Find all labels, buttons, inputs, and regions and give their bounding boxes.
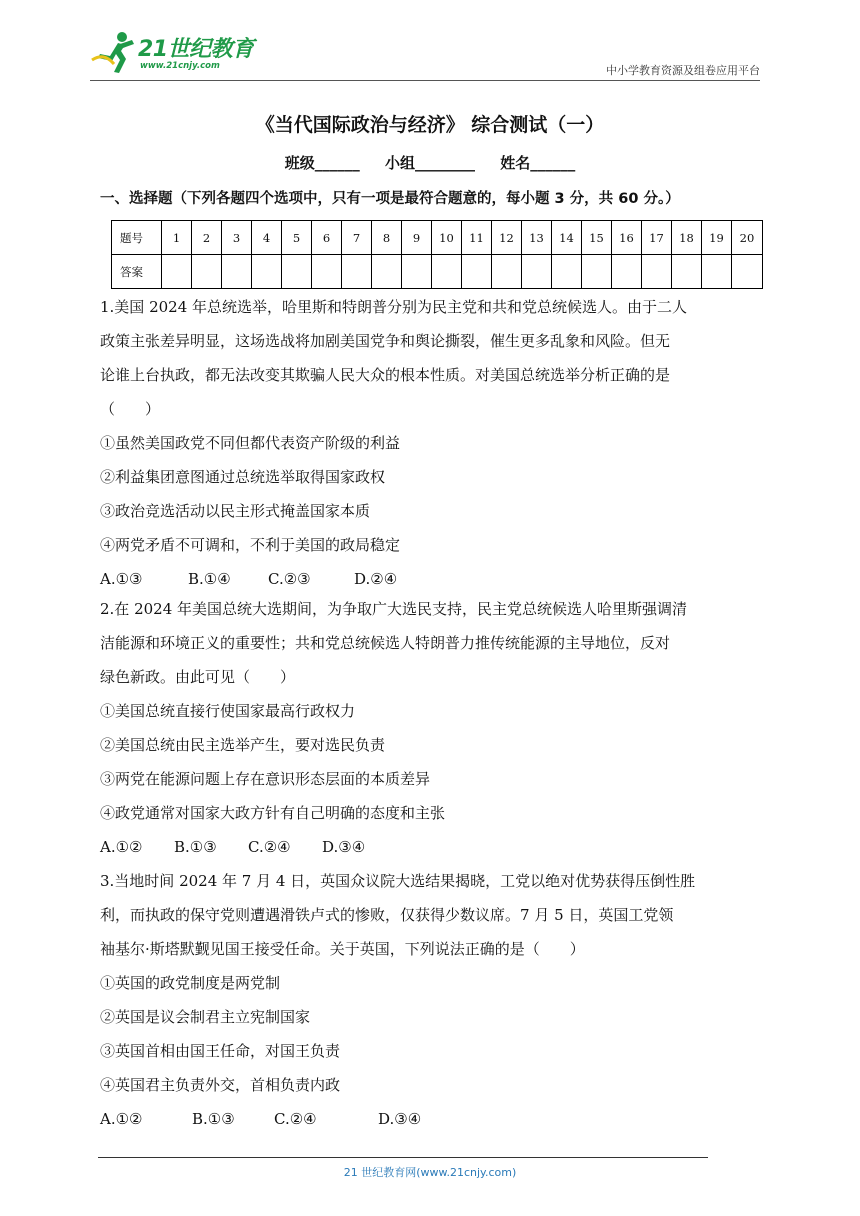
statement-item: ③政治竞选活动以民主形式掩盖国家本质 [100, 502, 371, 520]
logo-text: 21世纪教育 [138, 37, 254, 62]
statement-item: ②英国是议会制君主立宪制国家 [100, 1008, 311, 1026]
answer-cell[interactable] [342, 255, 372, 289]
answer-cell[interactable] [612, 255, 642, 289]
option-a[interactable]: A.①② [100, 838, 143, 856]
student-info [0, 152, 860, 173]
question-number-cell: 7 [342, 221, 372, 255]
question-number-cell: 8 [372, 221, 402, 255]
site-logo[interactable] [90, 28, 260, 78]
option-c[interactable]: C.②③ [268, 570, 311, 588]
question-number-cell: 11 [462, 221, 492, 255]
answer-cell[interactable] [582, 255, 612, 289]
answer-cell[interactable] [282, 255, 312, 289]
answer-table [111, 220, 763, 289]
question-number-cell: 2 [192, 221, 222, 255]
question-stem-line: 袖基尔·斯塔默觐见国王接受任命。关于英国，下列说法正确的是（ ） [100, 940, 585, 958]
statement-item: ②利益集团意图通过总统选举取得国家政权 [100, 468, 386, 486]
answer-cell[interactable] [462, 255, 492, 289]
question-number-cell: 20 [732, 221, 763, 255]
question-3 [100, 864, 770, 1136]
question-1 [100, 290, 770, 596]
question-number-cell: 6 [312, 221, 342, 255]
question-number-cell: 9 [402, 221, 432, 255]
platform-label: 中小学教育资源及组卷应用平台 [606, 64, 760, 77]
table-header-cell: 答案 [112, 255, 162, 289]
logo-url: www.21cnjy.com [140, 61, 220, 71]
answer-cell[interactable] [402, 255, 432, 289]
option-c[interactable]: C.②④ [274, 1110, 317, 1128]
option-c[interactable]: C.②④ [248, 838, 291, 856]
header-divider [90, 80, 760, 81]
option-d[interactable]: D.③④ [378, 1110, 422, 1128]
answer-cell[interactable] [432, 255, 462, 289]
answer-cell[interactable] [312, 255, 342, 289]
page-header [90, 28, 760, 80]
answer-cell[interactable] [192, 255, 222, 289]
statement-item: ④政党通常对国家大政方针有自己明确的态度和主张 [100, 804, 446, 822]
answer-cell[interactable] [372, 255, 402, 289]
question-number-cell: 18 [672, 221, 702, 255]
statement-item: ①美国总统直接行使国家最高行政权力 [100, 702, 356, 720]
statement-item: ④英国君主负责外交，首相负责内政 [100, 1076, 341, 1094]
answer-cell[interactable] [642, 255, 672, 289]
statement-item: ①英国的政党制度是两党制 [100, 974, 281, 992]
statement-item: ③英国首相由国王任命，对国王负责 [100, 1042, 341, 1060]
footer-link[interactable]: 21 世纪教育网(www.21cnjy.com) [343, 1166, 517, 1179]
answer-cell[interactable] [522, 255, 552, 289]
answer-cell[interactable] [252, 255, 282, 289]
option-d[interactable]: D.③④ [322, 838, 366, 856]
answer-options [100, 830, 770, 864]
answer-options [100, 562, 770, 596]
question-stem-line: 绿色新政。由此可见（ ） [100, 668, 296, 686]
name-field[interactable]: 姓名______ [500, 154, 576, 172]
question-number-cell: 3 [222, 221, 252, 255]
option-a[interactable]: A.①② [100, 1110, 143, 1128]
runner-logo-icon [90, 30, 138, 74]
group-field[interactable]: 小组________ [384, 154, 475, 172]
question-number-cell: 15 [582, 221, 612, 255]
table-row [112, 221, 763, 255]
section-heading: 一、选择题（下列各题四个选项中，只有一项是最符合题意的，每小题 3 分，共 60 分。） [100, 191, 680, 207]
page-title: 《当代国际政治与经济》 综合测试（一） [255, 114, 605, 136]
question-stem-line: 3.当地时间 2024 年 7 月 4 日，英国众议院大选结果揭晓，工党以绝对优势获得压倒性胜 [100, 872, 696, 890]
option-b[interactable]: B.①④ [188, 570, 231, 588]
option-b[interactable]: B.①③ [192, 1110, 235, 1128]
table-header-cell: 题号 [112, 221, 162, 255]
question-stem-line: 利，而执政的保守党则遭遇滑铁卢式的惨败，仅获得少数议席。7 月 5 日，英国工党领 [100, 906, 674, 924]
statement-item: ①虽然美国政党不同但都代表资产阶级的利益 [100, 434, 401, 452]
answer-cell[interactable] [222, 255, 252, 289]
question-stem-line: 1.美国 2024 年总统选举，哈里斯和特朗普分别为民主党和共和党总统候选人。由于二人 [100, 298, 688, 316]
question-number-cell: 17 [642, 221, 672, 255]
question-stem-line: 论谁上台执政，都无法改变其欺骗人民大众的根本性质。对美国总统选举分析正确的是 [100, 366, 671, 384]
option-a[interactable]: A.①③ [100, 570, 143, 588]
statement-item: ④两党矛盾不可调和，不利于美国的政局稳定 [100, 536, 401, 554]
question-stem-line: 2.在 2024 年美国总统大选期间，为争取广大选民支持，民主党总统候选人哈里斯强调清 [100, 600, 688, 618]
question-2 [100, 592, 770, 864]
answer-cell[interactable] [672, 255, 702, 289]
question-number-cell: 14 [552, 221, 582, 255]
answer-cell[interactable] [492, 255, 522, 289]
question-stem-line: （ ） [100, 400, 161, 418]
statement-item: ②美国总统由民主选举产生，要对选民负责 [100, 736, 386, 754]
question-number-cell: 16 [612, 221, 642, 255]
statement-item: ③两党在能源问题上存在意识形态层面的本质差异 [100, 770, 431, 788]
question-number-cell: 13 [522, 221, 552, 255]
option-d[interactable]: D.②④ [354, 570, 398, 588]
question-number-cell: 12 [492, 221, 522, 255]
class-field[interactable]: 班级______ [284, 154, 360, 172]
question-number-cell: 4 [252, 221, 282, 255]
question-number-cell: 1 [162, 221, 192, 255]
answer-cell[interactable] [162, 255, 192, 289]
answer-cell[interactable] [702, 255, 732, 289]
question-number-cell: 5 [282, 221, 312, 255]
question-stem-line: 政策主张差异明显，这场选战将加剧美国党争和舆论撕裂，催生更多乱象和风险。但无 [100, 332, 671, 350]
table-row [112, 255, 763, 289]
question-stem-line: 洁能源和环境正义的重要性；共和党总统候选人特朗普力推传统能源的主导地位，反对 [100, 634, 671, 652]
footer-divider [98, 1157, 708, 1158]
answer-options [100, 1102, 770, 1136]
option-b[interactable]: B.①③ [174, 838, 217, 856]
question-number-cell: 10 [432, 221, 462, 255]
question-number-cell: 19 [702, 221, 732, 255]
answer-cell[interactable] [552, 255, 582, 289]
answer-cell[interactable] [732, 255, 763, 289]
